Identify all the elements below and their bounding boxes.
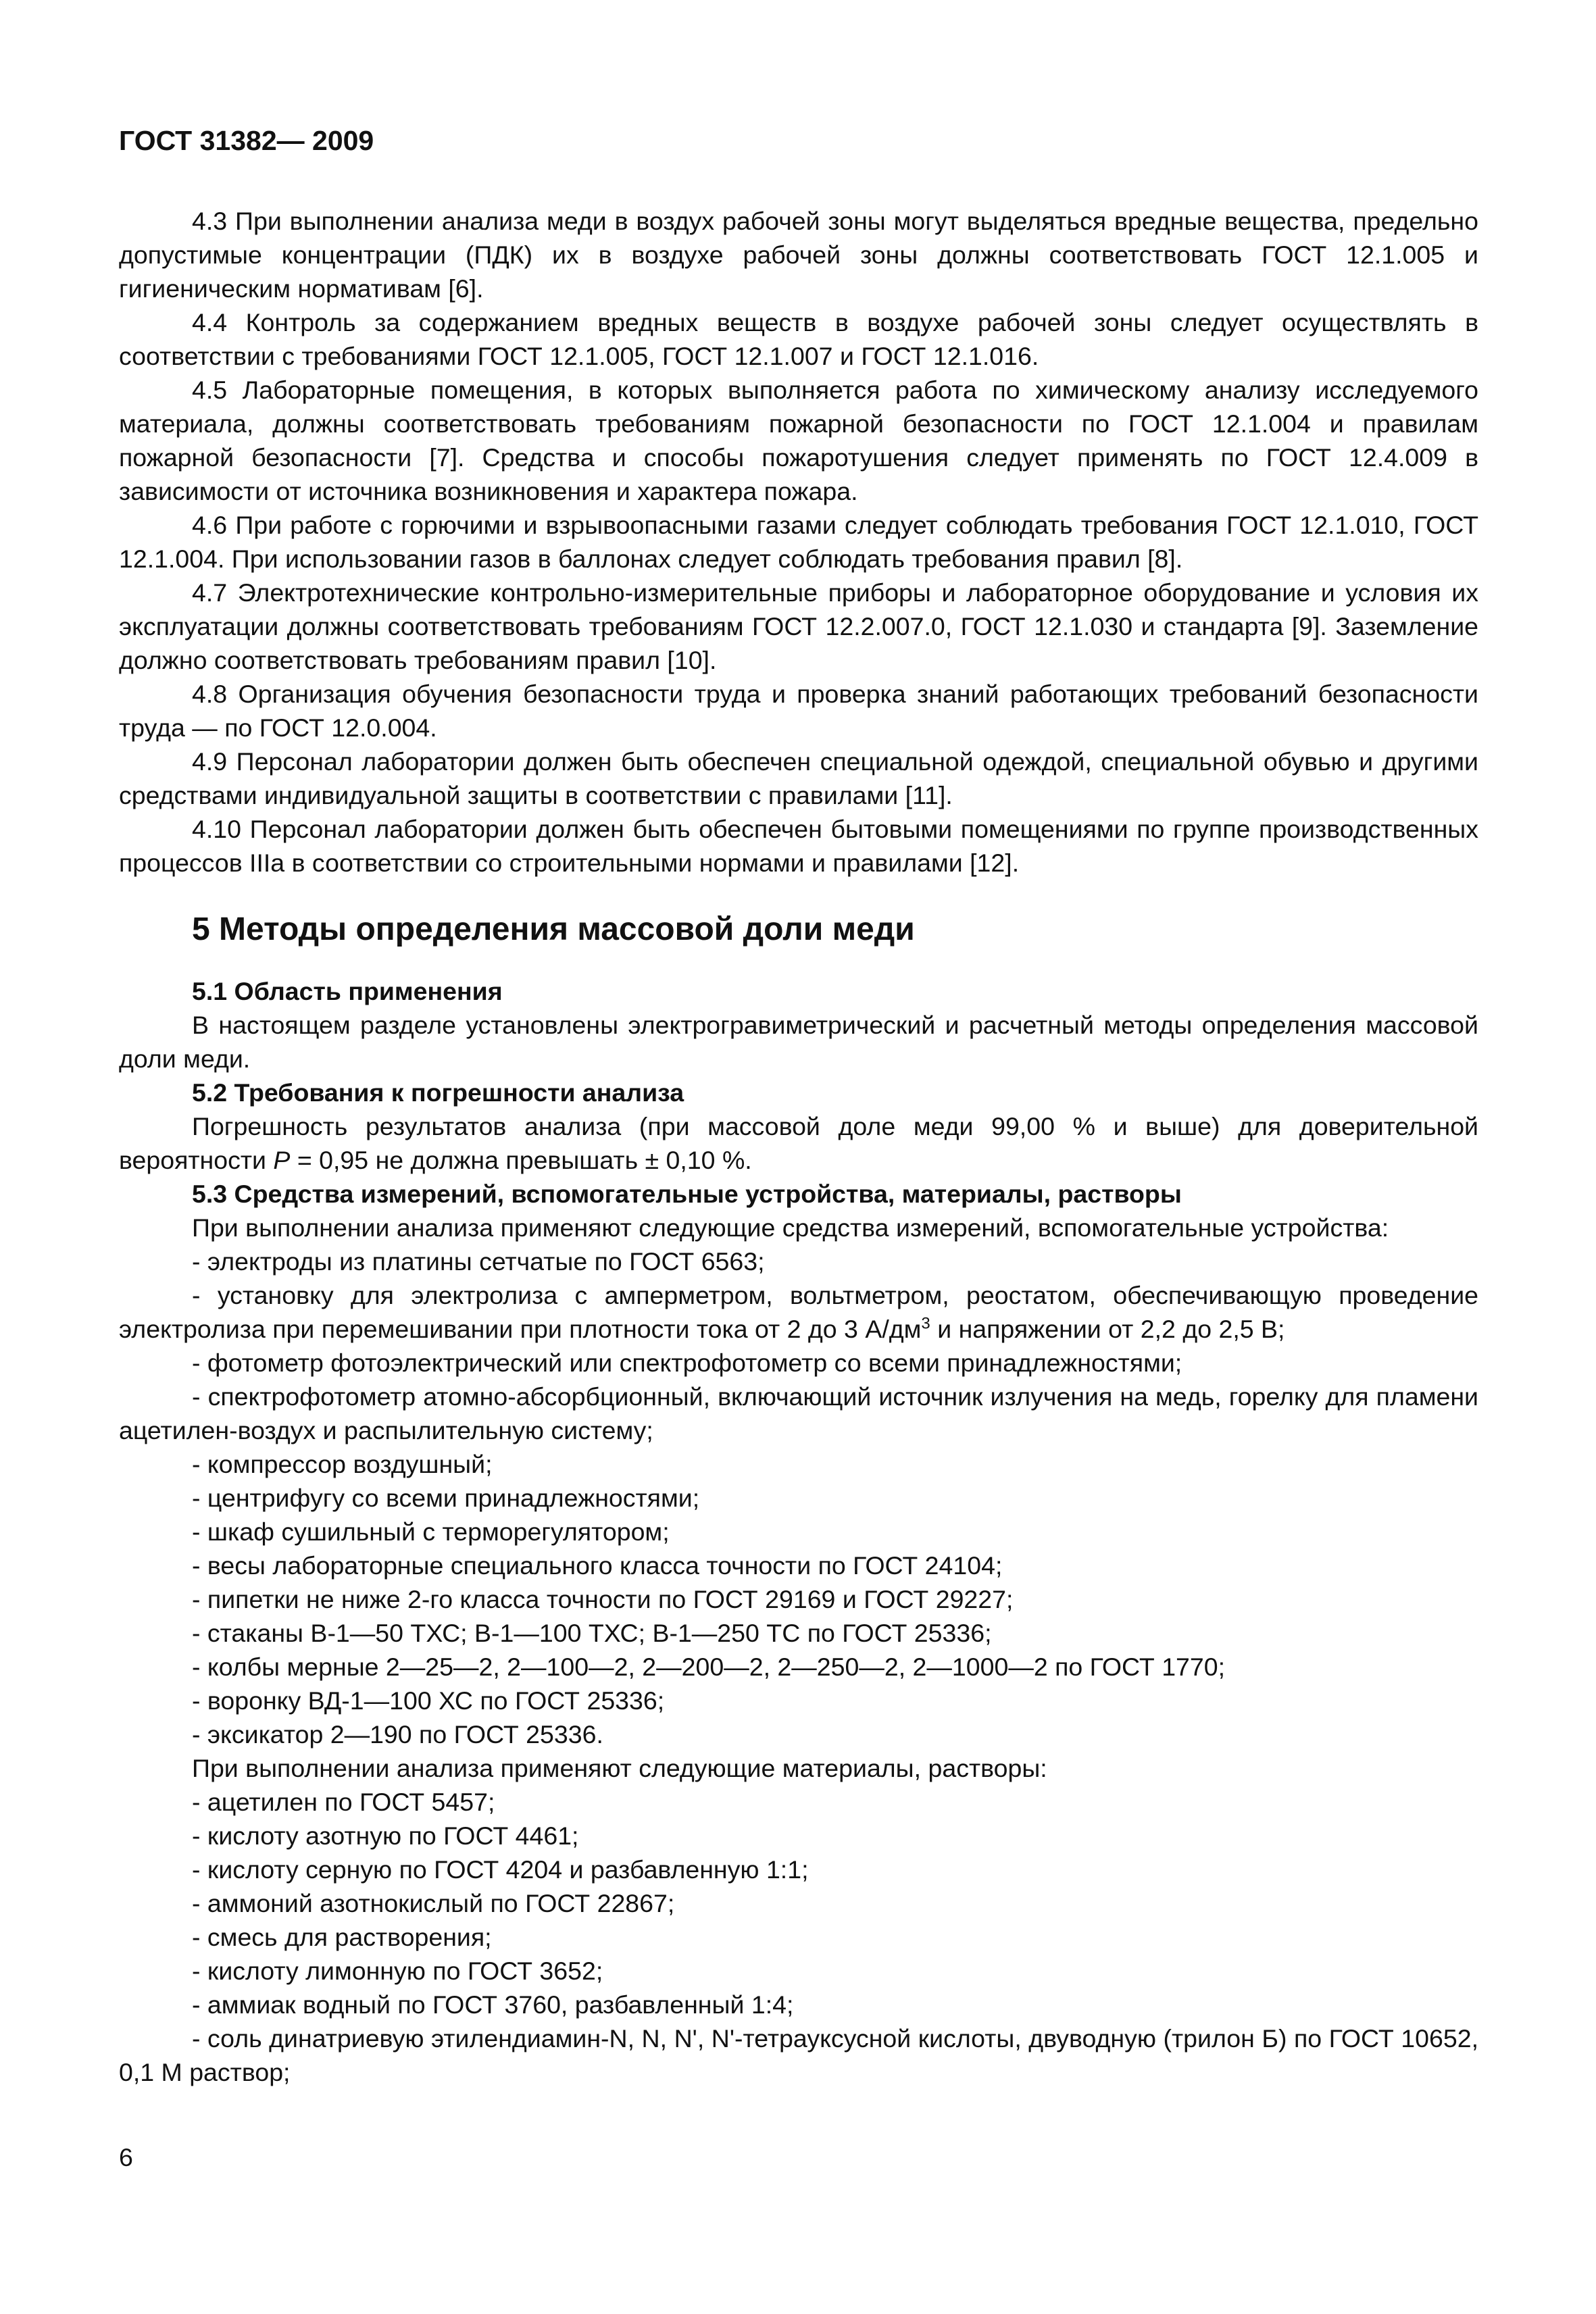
s52-text-b: = 0,95 не должна превышать ± 0,10 %. <box>290 1146 752 1174</box>
material-item: - соль динатриевую этилендиамин-N, N, N', N'-тетрауксусной кислоты, двуводную (трилон Б) по ГОСТ 10652, 0,1 М раствор; <box>119 2024 1478 2086</box>
material-item: - кислоту лимонную по ГОСТ 3652; <box>192 1957 603 1985</box>
paragraph-4-5: 4.5 Лабораторные помещения, в которых выполняется работа по химическому анализу исследуемого материала, должны соответствовать требованиям пожарной безопасности по ГОСТ 12.1.004 и правилам пожарной безопасности [7]. Средства и способы пожаротушения следует применять по ГОСТ 12.4.009 в зависимости от источника возникновения и характера пожара. <box>119 376 1478 505</box>
instr-2-superscript: 3 <box>921 1314 930 1333</box>
paragraph-4-6: 4.6 При работе с горючими и взрывоопасными газами следует соблюдать требования ГОСТ 12.1.010, ГОСТ 12.1.004. При использовании газов в баллонах следует соблюдать требования правил [8]. <box>119 511 1478 573</box>
subsection-5-1-title: 5.1 Область применения <box>192 977 503 1005</box>
instrument-item: - компрессор воздушный; <box>192 1450 493 1478</box>
subsection-5-2-title: 5.2 Требования к погрешности анализа <box>192 1078 684 1107</box>
material-item: - аммиак водный по ГОСТ 3760, разбавленный 1:4; <box>192 1990 794 2019</box>
instr-2-text-b: и напряжении от 2,2 до 2,5 В; <box>930 1315 1285 1343</box>
paragraph-4-10: 4.10 Персонал лаборатории должен быть обеспечен бытовыми помещениями по группе производственных процессов IIIа в соответствии со строительными нормами и правилами [12]. <box>119 815 1478 877</box>
s52-text-a: Погрешность результатов анализа (при массовой доле меди 99,00 % и выше) для доверительной вероятности <box>119 1112 1478 1174</box>
material-item: - смесь для растворения; <box>192 1923 492 1951</box>
instrument-item: - колбы мерные 2—25—2, 2—100—2, 2—200—2, 2—250—2, 2—1000—2 по ГОСТ 1770; <box>192 1653 1226 1681</box>
material-item: - кислоту азотную по ГОСТ 4461; <box>192 1821 579 1850</box>
instruments-intro: При выполнении анализа применяют следующие средства измерений, вспомогательные устройства: <box>192 1213 1389 1242</box>
paragraph-4-3: 4.3 При выполнении анализа меди в воздух рабочей зоны могут выделяться вредные вещества, предельно допустимые концентрации (ПДК) их в воздухе рабочей зоны должны соответствовать ГОСТ 12.1.005 и гигиеническим нормативам [6]. <box>119 207 1478 303</box>
paragraph-4-9: 4.9 Персонал лаборатории должен быть обеспечен специальной одеждой, специальной обувью и другими средствами индивидуальной защиты в соответствии с правилами [11]. <box>119 747 1478 809</box>
instrument-item: - шкаф сушильный с терморегулятором; <box>192 1517 670 1546</box>
instrument-item: - весы лабораторные специального класса точности по ГОСТ 24104; <box>192 1551 1003 1580</box>
material-item: - аммоний азотнокислый по ГОСТ 22867; <box>192 1889 675 1917</box>
materials-intro: При выполнении анализа применяют следующие материалы, растворы: <box>192 1754 1047 1782</box>
page-number: 6 <box>119 2143 133 2171</box>
subsection-5-3-title: 5.3 Средства измерений, вспомогательные устройства, материалы, растворы <box>192 1180 1182 1208</box>
material-item: - кислоту серную по ГОСТ 4204 и разбавленную 1:1; <box>192 1855 809 1884</box>
instrument-item: - центрифугу со всеми принадлежностями; <box>192 1484 700 1512</box>
instrument-item: - стаканы В-1—50 ТХС; В-1—100 ТХС; В-1—250 ТС по ГОСТ 25336; <box>192 1619 992 1647</box>
subsection-5-1-text: В настоящем разделе установлены электрогравиметрический и расчетный методы определения массовой доли меди. <box>119 1011 1478 1073</box>
paragraph-4-8: 4.8 Организация обучения безопасности труда и проверка знаний работающих требований безопасности труда — по ГОСТ 12.0.004. <box>119 680 1478 742</box>
instrument-item: - воронку ВД-1—100 ХС по ГОСТ 25336; <box>192 1686 665 1715</box>
instrument-item <box>119 1278 1478 1346</box>
instrument-item: - эксикатор 2—190 по ГОСТ 25336. <box>192 1720 603 1749</box>
instrument-item: - спектрофотометр атомно-абсорбционный, включающий источник излучения на медь, горелку для пламени ацетилен-воздух и распылительную систему; <box>119 1382 1478 1444</box>
instr-2-text-a: - установку для электролиза с амперметром, вольтметром, реостатом, обеспечивающую проведение электролиза при перемешивании при плотности тока от 2 до 3 А/дм <box>119 1281 1478 1343</box>
page-content <box>119 204 1478 2089</box>
paragraph-4-4: 4.4 Контроль за содержанием вредных веществ в воздухе рабочей зоны следует осуществлять в соответствии с требованиями ГОСТ 12.1.005, ГОСТ 12.1.007 и ГОСТ 12.1.016. <box>119 308 1478 370</box>
probability-symbol: P <box>273 1146 291 1174</box>
instrument-item: - пипетки не ниже 2-го класса точности по ГОСТ 29169 и ГОСТ 29227; <box>192 1585 1014 1613</box>
document-header: ГОСТ 31382— 2009 <box>119 125 374 156</box>
material-item: - ацетилен по ГОСТ 5457; <box>192 1788 495 1816</box>
subsection-5-2-text <box>119 1109 1478 1177</box>
instrument-item: - фотометр фотоэлектрический или спектрофотометр со всеми принадлежностями; <box>192 1349 1182 1377</box>
instrument-item: - электроды из платины сетчатые по ГОСТ 6563; <box>192 1247 765 1276</box>
paragraph-4-7: 4.7 Электротехнические контрольно-измерительные приборы и лабораторное оборудование и условия их эксплуатации должны соответствовать требованиям ГОСТ 12.2.007.0, ГОСТ 12.1.030 и стандарта [9]. Заземление должно соответствовать требованиям правил [10]. <box>119 578 1478 674</box>
section-5-title: 5 Методы определения массовой доли меди <box>192 911 915 947</box>
